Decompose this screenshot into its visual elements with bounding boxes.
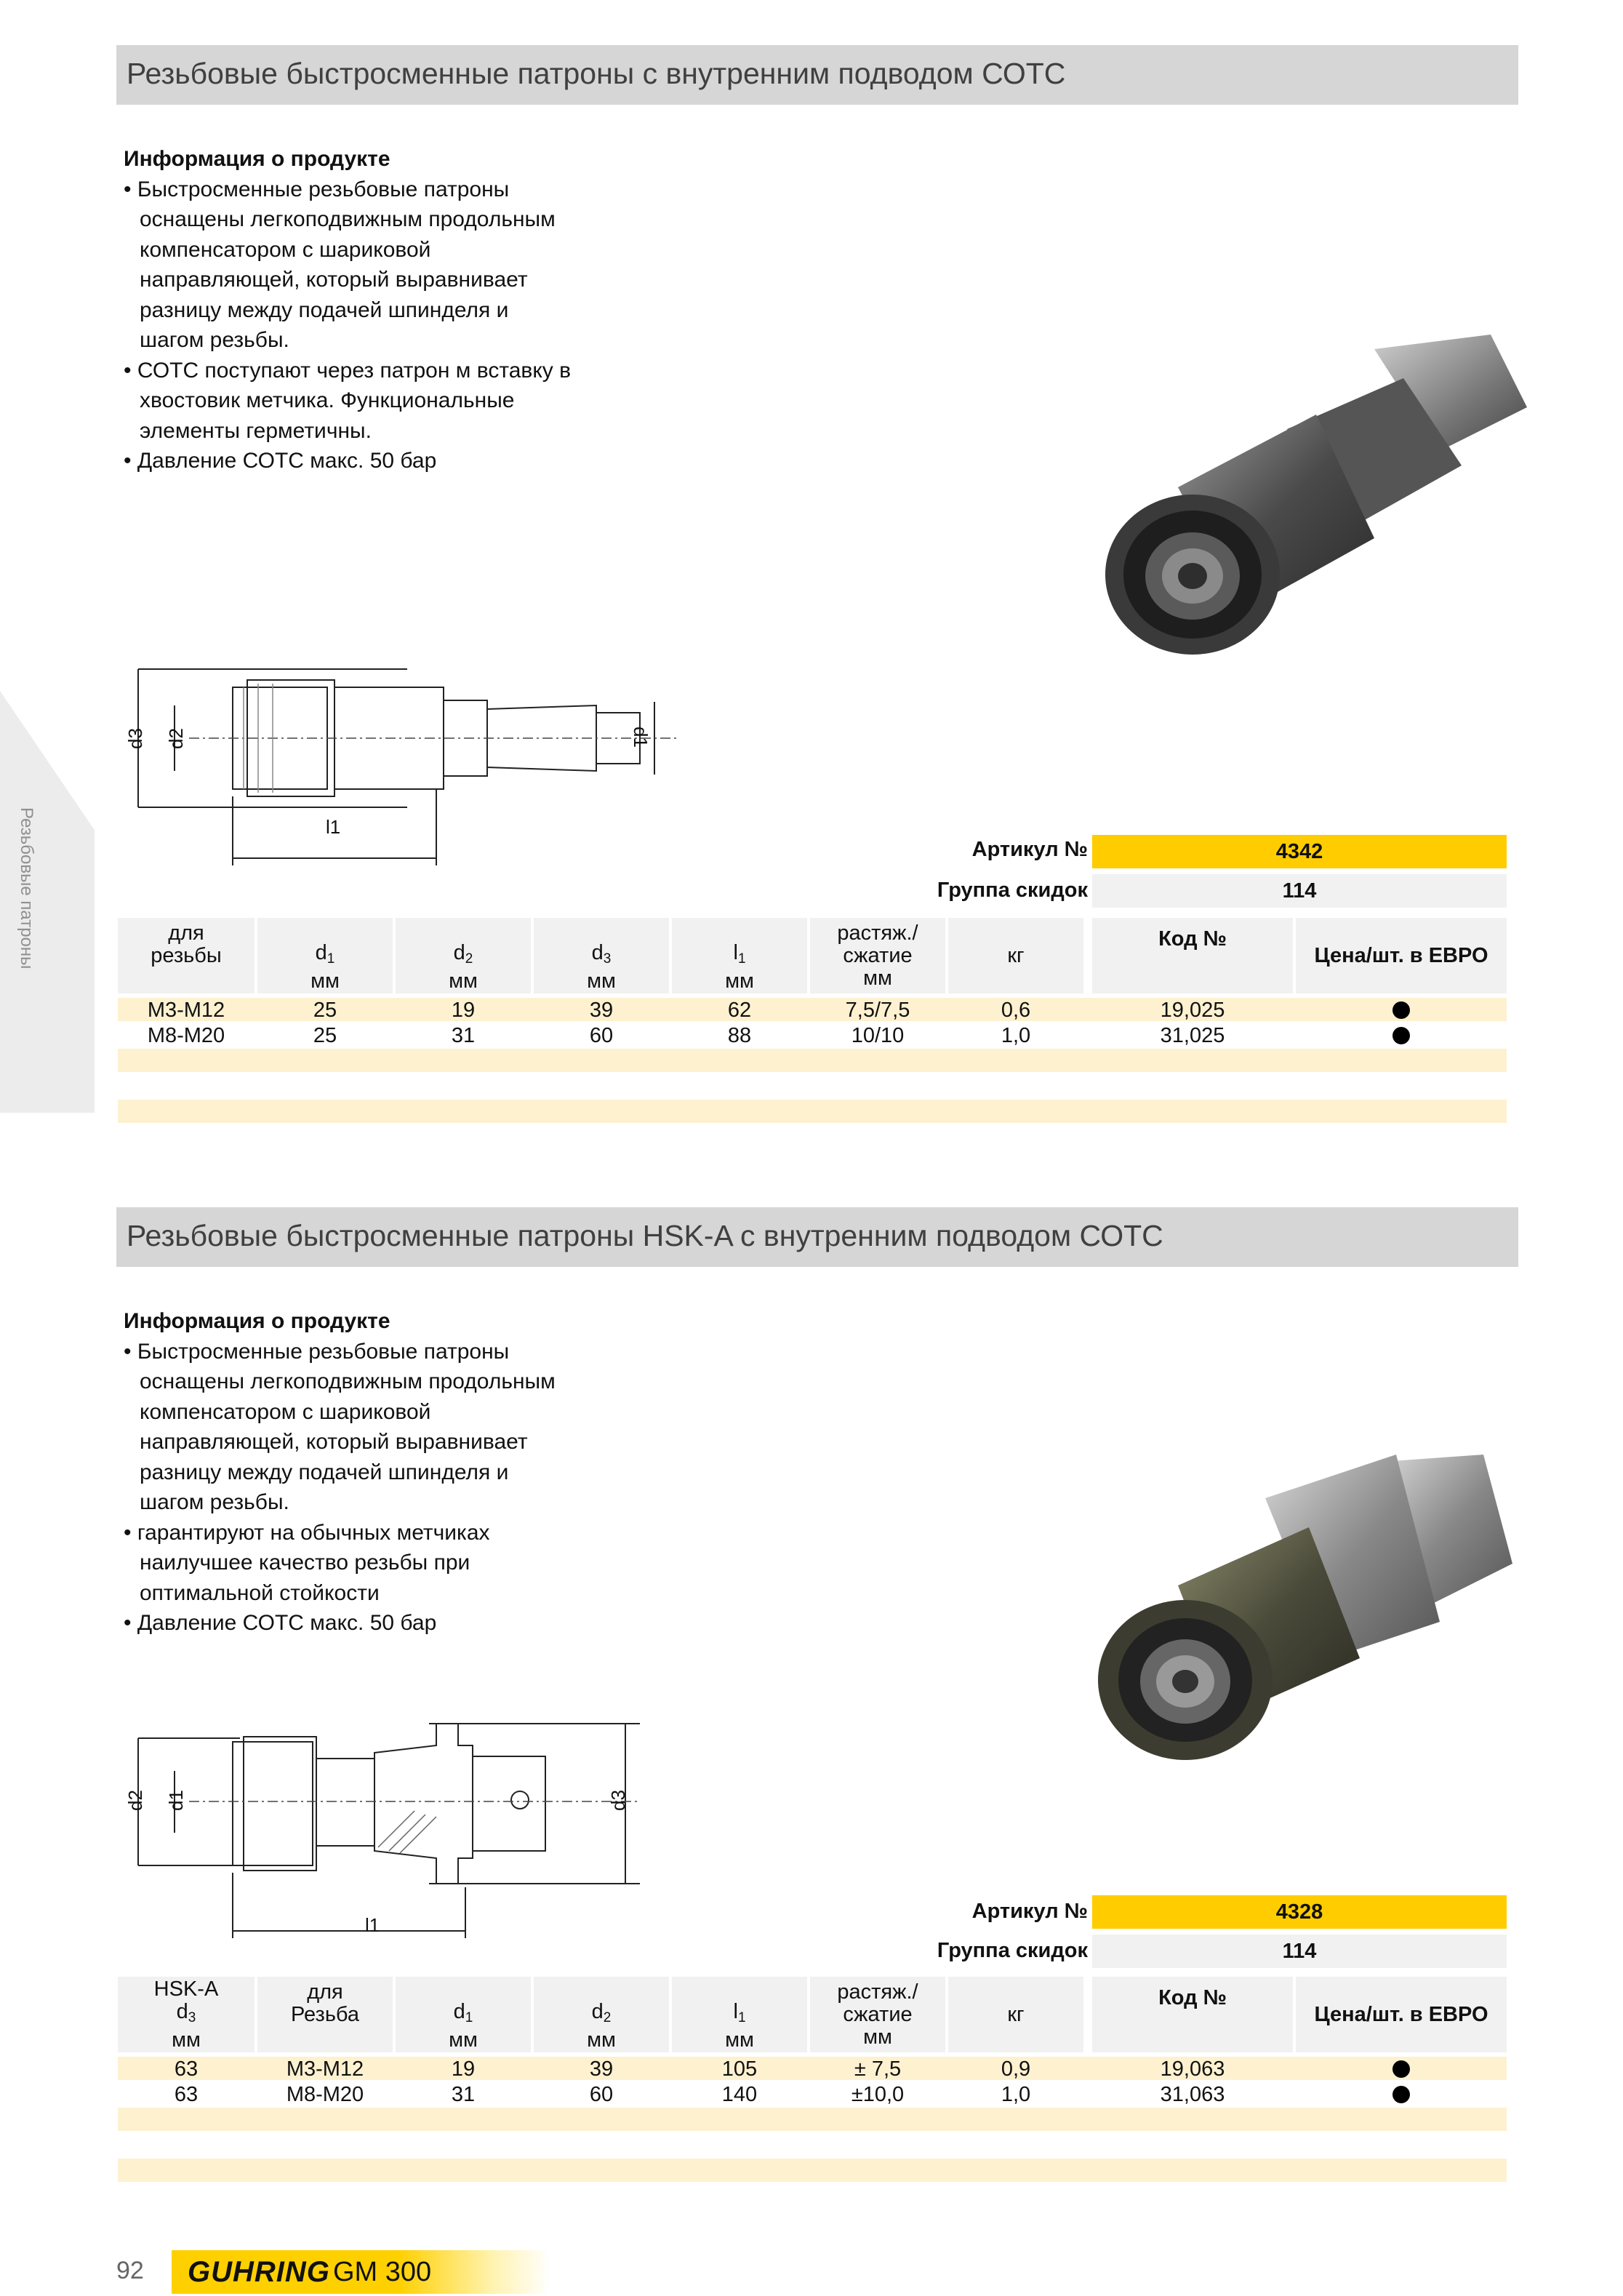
section1-article-number: 4342 xyxy=(1092,835,1507,868)
section2-label-d1: d1 xyxy=(164,1790,187,1811)
section1-label-d2: d2 xyxy=(164,728,187,749)
s2-r1-hsk: 63 xyxy=(174,2057,199,2081)
section1-product-photo xyxy=(1098,320,1534,698)
s2-head-stroke: растяж./ сжатие мм xyxy=(810,1977,945,2052)
section1-title: Резьбовые быстросменные патроны с внутренним подводом СОТС xyxy=(127,57,1066,90)
s2-r2-kg: 1,0 xyxy=(1001,2082,1031,2106)
section1-bullet-1: • Быстросменные резьбовые патроны оснащены легкоподвижным продольным компенсатором с шариковой направляющей, который выравнивает разницу между подачей шпинделя и шагом резьбы. xyxy=(124,177,556,352)
s1-r1-d1: 25 xyxy=(313,998,337,1022)
section1-discount-label: Группа скидок xyxy=(937,879,1088,902)
side-tab-label: Резьбовые патроны xyxy=(17,807,36,969)
section2-product-info xyxy=(124,1306,574,1639)
s2-r2-thread: M8-M20 xyxy=(286,2082,364,2106)
s1-r2-l1: 88 xyxy=(727,1023,752,1047)
section1-label-d3: d3 xyxy=(124,728,146,749)
s1-r1-kg: 0,6 xyxy=(1001,998,1031,1022)
section2-label-l1: l1 xyxy=(365,1914,380,1936)
s2-head-l1: $l_1$ мм xyxy=(672,1977,807,2052)
section1-technical-drawing xyxy=(116,658,684,869)
section2-article-number: 4328 xyxy=(1092,1895,1507,1929)
s2-r2-code: 31,063 xyxy=(1160,2082,1225,2106)
s2-r1-thread: M3-M12 xyxy=(286,2057,364,2081)
s1-r1-thread: M3-M12 xyxy=(147,998,225,1022)
section2-bullet-2: • гарантируют на обычных метчиках наилучшее качество резьбы при оптимальной стойкости xyxy=(124,1520,490,1605)
section2-discount-label: Группа скидок xyxy=(937,1939,1088,1962)
s1-r1-d3: 39 xyxy=(589,998,614,1022)
s2-head-kg: кг xyxy=(948,1977,1083,2052)
section1-bullet-2: • СОТС поступают через патрон м вставку в хвостовик метчика. Функциональные элементы герметичны. xyxy=(124,358,572,443)
s1-row-bg-3 xyxy=(118,1049,1507,1072)
s2-r1-d2: 39 xyxy=(589,2057,614,2081)
section2-discount-group: 114 xyxy=(1092,1935,1507,1968)
s2-head-thread: для Резьба xyxy=(257,1977,393,2052)
s2-r1-kg: 0,9 xyxy=(1001,2057,1031,2081)
section2-bullet-1: • Быстросменные резьбовые патроны оснащены легкоподвижным продольным компенсатором с шариковой направляющей, который выравнивает разницу между подачей шпинделя и шагом резьбы. xyxy=(124,1339,556,1514)
s1-r2-d3: 60 xyxy=(589,1023,614,1047)
s2-r2-stroke: ±10,0 xyxy=(851,2082,905,2106)
section1-title-bar xyxy=(116,45,1518,105)
section2-product-photo xyxy=(1091,1440,1527,1789)
s1-r1-price-dot xyxy=(1296,998,1507,1023)
s2-head-d1: $d_1$ мм xyxy=(396,1977,531,2052)
s1-head-l1: $l_1$ мм xyxy=(672,918,807,993)
s2-r2-d1: 31 xyxy=(451,2082,476,2106)
s2-r1-d1: 19 xyxy=(451,2057,476,2081)
section2-label-d3: d3 xyxy=(606,1790,629,1811)
s1-r1-l1: 62 xyxy=(727,998,752,1022)
section2-article-label: Артикул № xyxy=(971,1900,1088,1923)
s1-r2-stroke: 10/10 xyxy=(851,1023,905,1047)
s1-head-stroke: растяж./ сжатие мм xyxy=(810,918,945,993)
s1-r2-kg: 1,0 xyxy=(1001,1023,1031,1047)
s1-row-bg-5 xyxy=(118,1100,1507,1123)
section2-title-bar xyxy=(116,1207,1518,1267)
s1-r1-stroke: 7,5/7,5 xyxy=(845,998,910,1022)
s2-r2-hsk: 63 xyxy=(174,2082,199,2106)
section2-title: Резьбовые быстросменные патроны HSK-A с внутренним подводом СОТС xyxy=(127,1219,1163,1252)
s2-r2-price-dot xyxy=(1296,2082,1507,2107)
s2-head-code: Код № xyxy=(1092,1977,1293,2052)
catalog-name: GM 300 xyxy=(333,2257,432,2287)
s2-r1-code: 19,063 xyxy=(1160,2057,1225,2081)
section2-technical-drawing xyxy=(116,1702,654,1942)
s1-head-price: Цена/шт. в ЕВРО xyxy=(1296,918,1507,993)
s1-head-d2: $d_2$ мм xyxy=(396,918,531,993)
s2-r1-l1: 105 xyxy=(721,2057,758,2081)
brand-logo: GUHRING xyxy=(188,2256,330,2288)
s2-row-bg-5 xyxy=(118,2159,1507,2182)
s1-head-d1: $d_1$ мм xyxy=(257,918,393,993)
section1-label-d1: d1 xyxy=(629,727,652,748)
page-number: 92 xyxy=(116,2257,144,2284)
section2-bullet-3: • Давление СОТС макс. 50 бар xyxy=(124,1611,437,1635)
s1-r1-d2: 19 xyxy=(451,998,476,1022)
s2-head-d2: $d_2$ мм xyxy=(534,1977,669,2052)
s2-head-hsk: HSK-A $d_3$ мм xyxy=(118,1977,255,2052)
section1-article-label: Артикул № xyxy=(971,838,1088,861)
s1-r1-code: 19,025 xyxy=(1160,998,1225,1022)
s1-head-d3: $d_3$ мм xyxy=(534,918,669,993)
section1-label-l1: l1 xyxy=(326,816,341,838)
side-tab xyxy=(0,691,95,1113)
section1-discount-group: 114 xyxy=(1092,874,1507,908)
s2-head-price: Цена/шт. в ЕВРО xyxy=(1296,1977,1507,2052)
s1-r2-price-dot xyxy=(1296,1023,1507,1048)
s1-r2-d2: 31 xyxy=(451,1023,476,1047)
s1-r2-thread: M8-M20 xyxy=(147,1023,225,1047)
s1-r2-code: 31,025 xyxy=(1160,1023,1225,1047)
s1-r2-d1: 25 xyxy=(313,1023,337,1047)
section2-label-d2: d2 xyxy=(124,1790,146,1811)
section2-info-title: Информация о продукте xyxy=(124,1309,390,1333)
section1-product-info xyxy=(124,144,574,476)
s2-r2-d2: 60 xyxy=(589,2082,614,2106)
s2-r1-stroke: ± 7,5 xyxy=(854,2057,902,2081)
section1-bullet-3: • Давление СОТС макс. 50 бар xyxy=(124,449,437,473)
s2-r2-l1: 140 xyxy=(721,2082,758,2106)
section1-info-title: Информация о продукте xyxy=(124,147,390,171)
s1-head-kg: кг xyxy=(948,918,1083,993)
s2-row-bg-3 xyxy=(118,2108,1507,2131)
s1-head-thread: для резьбы xyxy=(118,918,255,993)
s1-head-code: Код № xyxy=(1092,918,1293,993)
s2-r1-price-dot xyxy=(1296,2057,1507,2081)
